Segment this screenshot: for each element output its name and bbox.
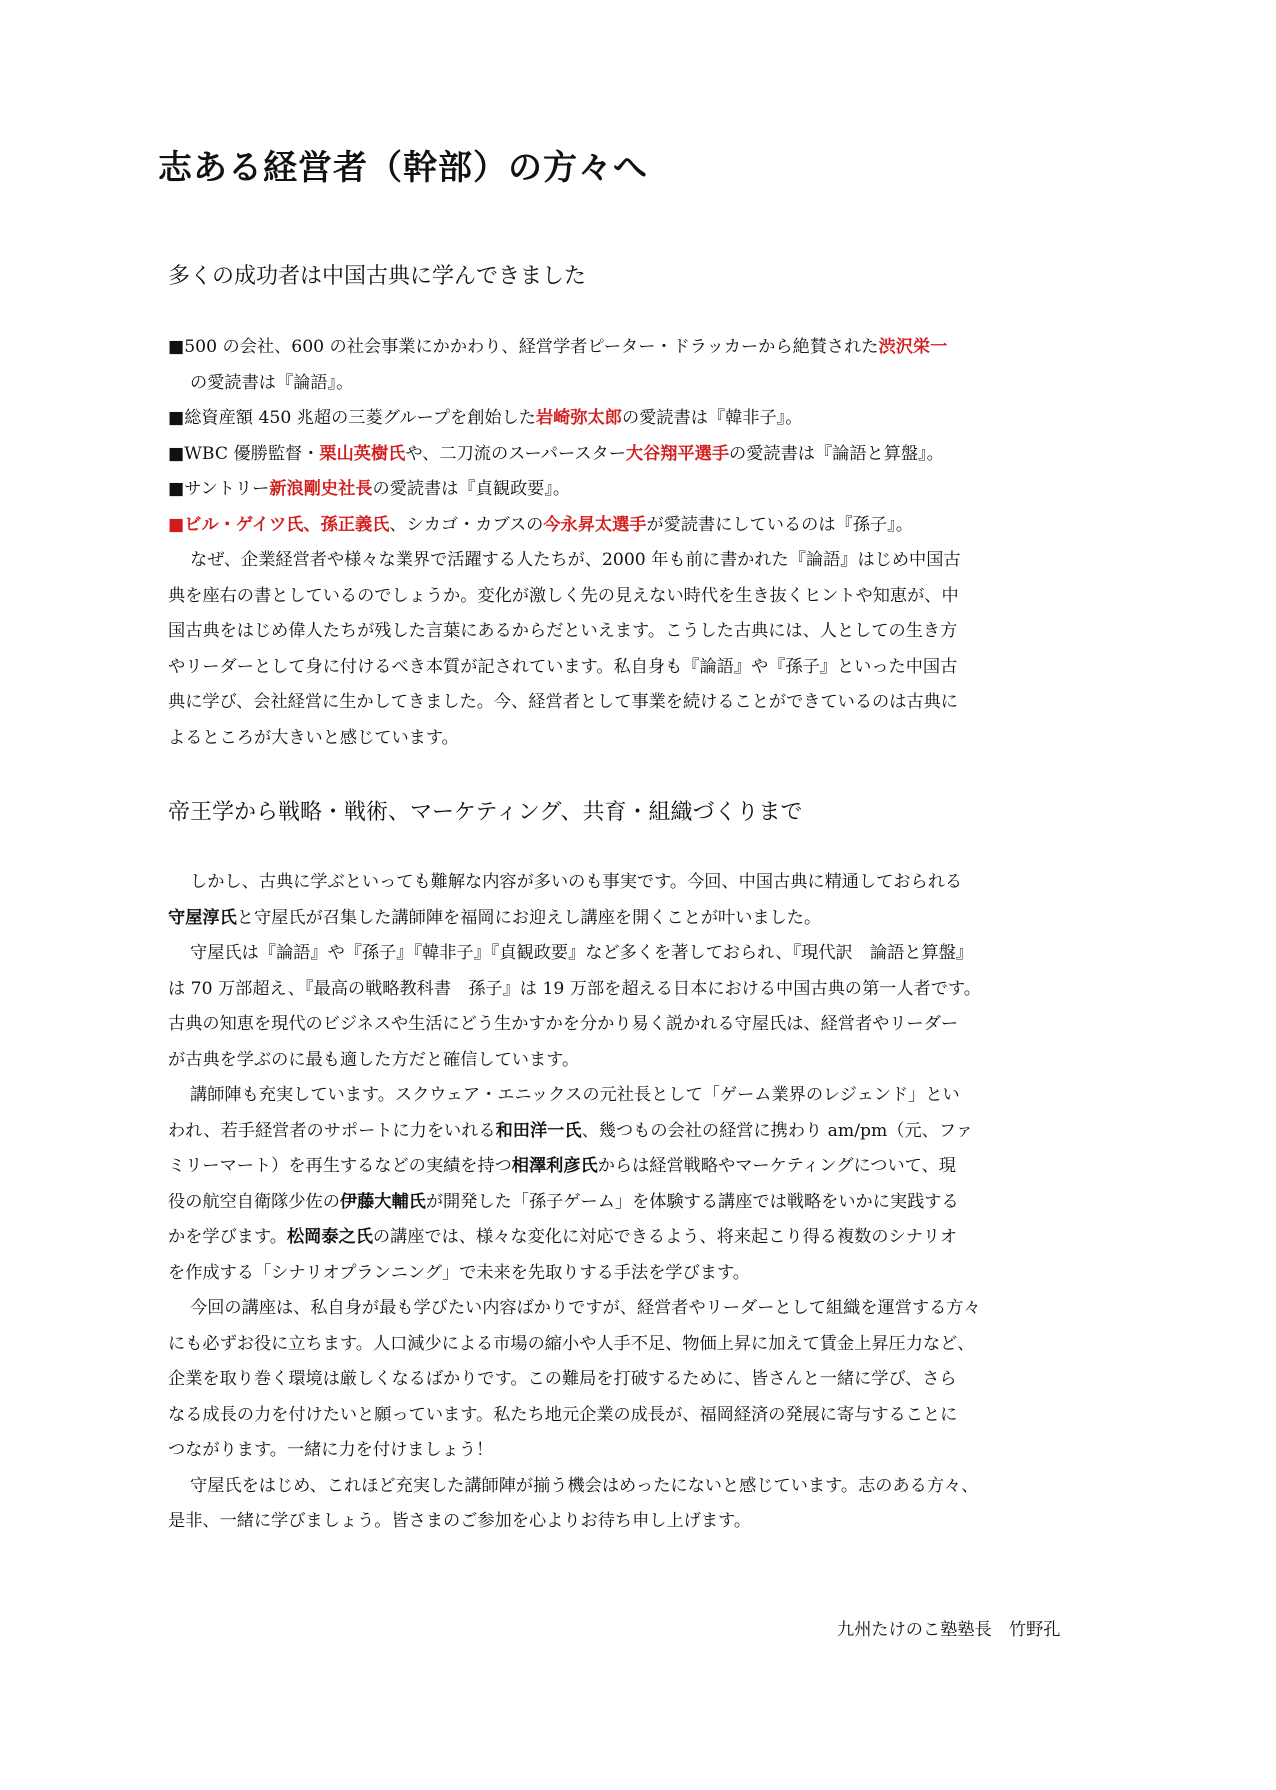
paragraph-line: 今回の講座は、私自身が最も学びたい内容ばかりですが、経営者やリーダーとして組織を運営する方々 xyxy=(190,1298,981,1318)
highlight-name: 大谷翔平選手 xyxy=(625,443,730,464)
section-body-curriculum xyxy=(168,865,1123,1540)
bullet-item-continuation: の愛読書は『論語』。 xyxy=(190,372,354,393)
highlight-name: 今永昇太選手 xyxy=(543,514,647,535)
page-title: 志ある経営者（幹部）の方々へ xyxy=(158,148,648,188)
paragraph-line: 是非、一緒に学びましょう。皆さまのご参加を心よりお待ち申し上げます。 xyxy=(168,1511,752,1531)
section-heading-successful-people: 多くの成功者は中国古典に学んできました xyxy=(168,264,587,289)
bullet-item-kuriyama-otani: ■WBC 優勝監督・栗山英樹氏や、二刀流のスーパースター大谷翔平選手の愛読書は『論語と算盤』。 xyxy=(168,443,944,464)
paragraph-line: 講師陣も充実しています。スクウェア・エニックスの元社長として「ゲーム業界のレジェンド」とい xyxy=(190,1085,960,1105)
paragraph-line: かを学びます。松岡泰之氏の講座では、様々な変化に対応できるよう、将来起こり得る複数のシナリオ xyxy=(168,1227,958,1247)
paragraph-line: は 70 万部超え、『最高の戦略教科書 孫子』は 19 万部を超える日本における中国古典の第一人者です。 xyxy=(168,978,981,999)
paragraph-line: なぜ、企業経営者や様々な業界で活躍する人たちが、2000 年も前に書かれた『論語』はじめ中国古 xyxy=(190,550,961,570)
bullet-item-niinami: ■サントリー新浪剛史社長の愛読書は『貞観政要』。 xyxy=(168,479,571,499)
paragraph-line: 典に学び、会社経営に生かしてきました。今、経営者として事業を続けることができているのは古典に xyxy=(168,692,958,712)
section-body-successful-people xyxy=(168,330,1123,756)
bullet-item-iwasaki: ■総資産額 450 兆超の三菱グループを創始した岩崎弥太郎の愛読書は『韓非子』。 xyxy=(168,408,803,428)
highlight-name: 岩崎弥太郎 xyxy=(535,408,622,428)
paragraph-line: ミリーマート）を再生するなどの実績を持つ相澤利彦氏からは経営戦略やマーケティングについて、現 xyxy=(168,1156,956,1176)
highlight-name: 渋沢栄一 xyxy=(878,337,948,357)
paragraph-line: 企業を取り巻く環境は厳しくなるばかりです。この難局を打破するために、皆さんと一緒に学び、さら xyxy=(168,1369,957,1389)
paragraph-line: 国古典をはじめ偉人たちが残した言葉にあるからだといえます。こうした古典には、人としての生き方 xyxy=(168,621,958,641)
paragraph-line: を作成する「シナリオプランニング」で未来を先取りする手法を学びます。 xyxy=(168,1262,750,1283)
paragraph-line: が古典を学ぶのに最も適した方だと確信しています。 xyxy=(168,1049,580,1070)
paragraph-line: 典を座右の書としているのでしょうか。変化が激しく先の見えない時代を生き抜くヒントや知恵が、中 xyxy=(168,585,959,606)
paragraph-line: にも必ずお役に立ちます。人口減少による市場の縮小や人手不足、物価上昇に加えて賃金上昇圧力など、 xyxy=(168,1333,975,1354)
bullet-marker: ■ xyxy=(168,514,185,535)
bullet-item-shibusawa: ■500 の会社、600 の社会事業にかかわり、経営学者ピーター・ドラッカーから絶賛された渋沢栄一 xyxy=(168,337,948,357)
highlight-name: 新浪剛史社長 xyxy=(269,479,373,499)
paragraph-line: やリーダーとして身に付けるべき本質が記されています。私自身も『論語』や『孫子』といった中国古 xyxy=(168,656,958,677)
highlight-name: ビル・ゲイツ氏 xyxy=(184,514,304,535)
lecturer-name: 松岡泰之氏 xyxy=(286,1227,373,1247)
paragraph-line: よるところが大きいと感じています。 xyxy=(168,727,459,748)
paragraph-line: 守屋氏をはじめ、これほど充実した講師陣が揃う機会はめったにないと感じています。志のある方々、 xyxy=(190,1475,979,1496)
section-heading-curriculum: 帝王学から戦略・戦術、マーケティング、共育・組織づくりまで xyxy=(168,800,803,825)
bullet-item-gates-son-imanaga: ■ビル・ゲイツ氏、孫正義氏、シカゴ・カブスの今永昇太選手が愛読書にしているのは『孫子』。 xyxy=(168,514,913,535)
lecturer-name: 和田洋一氏 xyxy=(495,1120,582,1141)
paragraph-line: つながります。一緒に力を付けましょう！ xyxy=(168,1440,494,1460)
paragraph-line: なる成長の力を付けたいと願っています。私たち地元企業の成長が、福岡経済の発展に寄与することに xyxy=(168,1404,958,1425)
highlight-name: 栗山英樹氏 xyxy=(319,443,406,464)
lecturer-name: 守屋淳氏 xyxy=(168,907,237,928)
lecturer-name: 相澤利彦氏 xyxy=(511,1156,598,1176)
paragraph-line: 守屋淳氏と守屋氏が召集した講師陣を福岡にお迎えし講座を開くことが叶いました。 xyxy=(168,907,822,928)
paragraph-line: 古典の知恵を現代のビジネスや生活にどう生かすかを分かり易く説かれる守屋氏は、経営者やリーダー xyxy=(168,1014,959,1034)
highlight-name: 孫正義氏 xyxy=(320,514,390,535)
signature: 九州たけのこ塾塾長 竹野孔 xyxy=(837,1620,1061,1640)
paragraph-line: しかし、古典に学ぶといっても難解な内容が多いのも事実です。今回、中国古典に精通しておられる xyxy=(190,872,963,892)
paragraph-line: 役の航空自衛隊少佐の伊藤大輔氏が開発した「孫子ゲーム」を体験する講座では戦略をいかに実践する xyxy=(168,1191,959,1212)
paragraph-line: 守屋氏は『論語』や『孫子』『韓非子』『貞観政要』など多くを著しておられ、『現代訳 論語と算盤』 xyxy=(190,943,974,963)
paragraph-line: われ、若手経営者のサポートに力をいれる和田洋一氏、幾つもの会社の経営に携わり am/pm（元、ファ xyxy=(168,1120,973,1141)
lecturer-name: 伊藤大輔氏 xyxy=(339,1191,426,1212)
